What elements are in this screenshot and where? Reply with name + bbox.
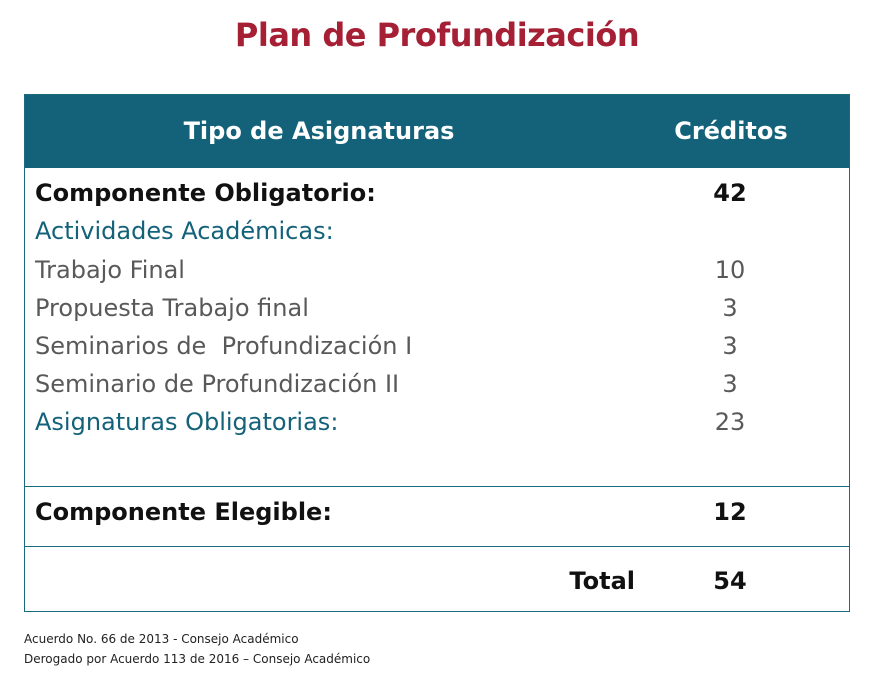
row-label: Trabajo Final	[35, 256, 185, 284]
table-row	[25, 404, 849, 442]
row-label: Seminarios de Profundización I	[35, 332, 413, 360]
table-row	[25, 252, 849, 290]
row-value: 10	[714, 256, 746, 284]
row-label: Asignaturas Obligatorias:	[35, 408, 339, 436]
row-value: 3	[722, 332, 738, 360]
row-divider	[25, 546, 849, 547]
total-value: 54	[713, 567, 747, 595]
footnote-derogado: Derogado por Acuerdo 113 de 2016 – Consejo Académico	[24, 652, 371, 666]
table-row	[25, 175, 849, 213]
header-tipo-asignaturas: Tipo de Asignaturas	[183, 117, 455, 145]
table-row-elegible	[25, 494, 849, 532]
header-creditos: Créditos	[674, 117, 788, 145]
table-row	[25, 290, 849, 328]
table-row	[25, 213, 849, 251]
row-label: Componente Obligatorio:	[35, 179, 376, 207]
elegible-value: 12	[713, 498, 747, 526]
row-value: 42	[713, 179, 747, 207]
table-row-total	[25, 563, 849, 601]
elegible-label: Componente Elegible:	[35, 498, 332, 526]
table-row	[25, 366, 849, 404]
row-label: Actividades Académicas:	[35, 217, 334, 245]
row-label: Seminario de Profundización II	[35, 370, 400, 398]
table-row	[25, 328, 849, 366]
credits-table	[24, 94, 850, 612]
row-value: 3	[722, 370, 738, 398]
total-label: Total	[569, 567, 635, 595]
row-divider	[25, 486, 849, 487]
row-label: Propuesta Trabajo final	[35, 294, 309, 322]
row-value: 23	[714, 408, 746, 436]
footnote-acuerdo: Acuerdo No. 66 de 2013 - Consejo Académico	[24, 632, 299, 646]
table-header	[25, 95, 849, 168]
page-title: Plan de Profundización	[234, 16, 640, 54]
row-value: 3	[722, 294, 738, 322]
